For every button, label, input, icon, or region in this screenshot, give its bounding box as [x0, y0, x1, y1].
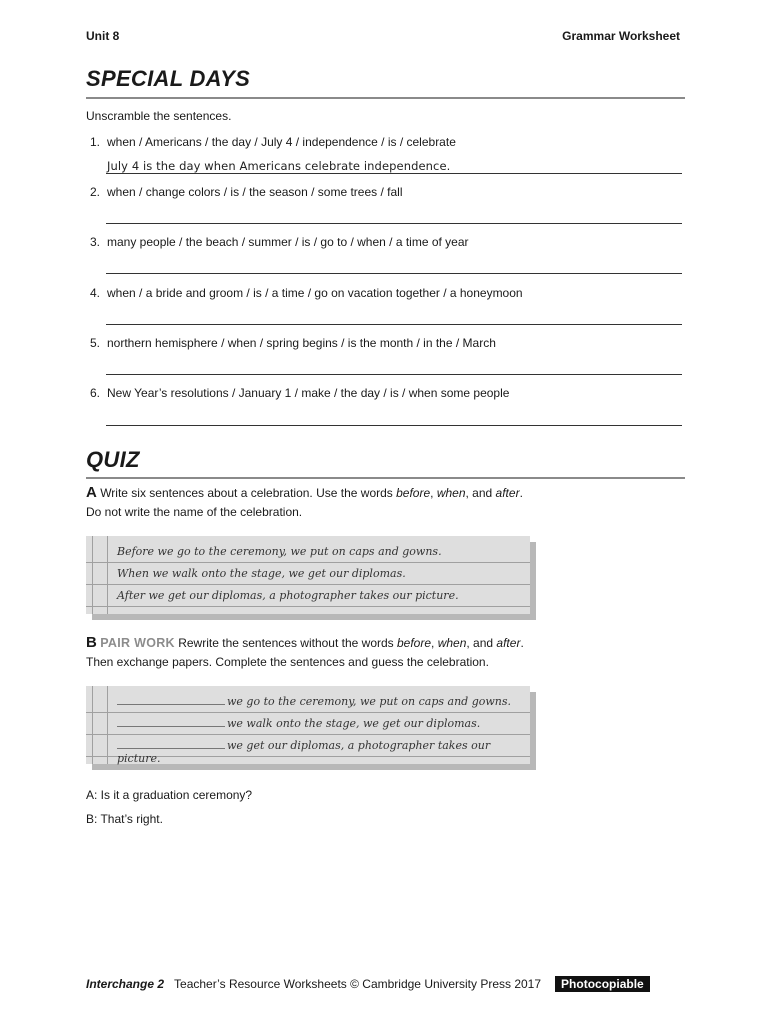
answer-line[interactable] — [106, 324, 682, 325]
instruction-text: Write six sentences about a celebration. Use the words — [100, 486, 397, 500]
item-number: 2. — [90, 185, 101, 199]
keyword-before: before — [396, 486, 431, 500]
part-a-letter: A — [86, 484, 97, 501]
photocopiable-badge: Photocopiable — [555, 976, 650, 992]
exercise-item-5 — [90, 336, 496, 350]
keyword-before: before — [397, 636, 432, 650]
example-sentence: After we get our diplomas, a photographer takes our picture. — [117, 589, 459, 602]
item-number: 4. — [90, 286, 101, 300]
answer-line[interactable] — [106, 223, 682, 224]
panel-margin-line — [92, 686, 93, 764]
separator: , and — [466, 636, 497, 650]
separator: , and — [465, 486, 496, 500]
fill-in-blank[interactable] — [117, 739, 225, 749]
unit-label: Unit 8 — [86, 29, 120, 43]
part-b-letter: B — [86, 634, 97, 651]
fill-in-blank[interactable] — [117, 695, 225, 705]
separator: , — [431, 636, 438, 650]
panel-rule — [86, 734, 530, 735]
instruction-text: Rewrite the sentences without the words — [178, 636, 397, 650]
example-sentence: When we walk onto the stage, we get our diplomas. — [117, 567, 406, 580]
exercise-item-2 — [90, 185, 402, 199]
sentence-text: we go to the ceremony, we put on caps and gowns. — [227, 695, 512, 708]
panel-rule — [86, 712, 530, 713]
fill-in-blank[interactable] — [117, 717, 225, 727]
footer-credit: Teacher’s Resource Worksheets © Cambridge University Press 2017 — [174, 977, 542, 991]
answer-line[interactable] — [106, 425, 682, 426]
keyword-after: after — [495, 486, 520, 500]
separator: . — [519, 486, 523, 500]
separator: , — [430, 486, 437, 500]
exercise-item-6 — [90, 386, 509, 400]
item-prompt: when / change colors / is / the season / some trees / fall — [107, 185, 403, 199]
title-divider — [86, 97, 685, 99]
quiz-divider — [86, 477, 685, 479]
footer — [86, 976, 650, 992]
dialog-line-b: B: That’s right. — [86, 812, 163, 826]
rewrite-sentences-panel — [86, 686, 530, 764]
example-sentence: Before we go to the ceremony, we put on caps and gowns. — [117, 545, 442, 558]
sentence-text: we get our diplomas, a photographer takes our picture. — [117, 739, 491, 765]
part-a-instruction — [86, 485, 686, 501]
panel-rule — [86, 562, 530, 563]
keyword-when: when — [436, 486, 466, 500]
item-prompt: New Year’s resolutions / January 1 / make / the day / is / when some people — [107, 386, 510, 400]
item-number: 6. — [90, 386, 101, 400]
page-title: SPECIAL DAYS — [86, 66, 251, 91]
exercise-item-1 — [90, 135, 456, 149]
answer-line[interactable] — [106, 273, 682, 274]
answer-line[interactable] — [106, 173, 682, 174]
answer-line[interactable] — [106, 374, 682, 375]
item-number: 5. — [90, 336, 101, 350]
handwritten-answer: July 4 is the day when Americans celebrate independence. — [107, 159, 451, 173]
pair-work-label: PAIR WORK — [100, 636, 175, 650]
part-b-instruction-line2: Then exchange papers. Complete the sentences and guess the celebration. — [86, 655, 489, 669]
separator: . — [520, 636, 524, 650]
panel-margin-line — [92, 536, 93, 614]
rewrite-sentence — [117, 717, 480, 730]
item-prompt: when / a bride and groom / is / a time / go on vacation together / a honeymoon — [107, 286, 523, 300]
item-prompt: when / Americans / the day / July 4 / independence / is / celebrate — [107, 135, 456, 149]
instruction: Unscramble the sentences. — [86, 109, 232, 123]
footer-brand: Interchange 2 — [86, 977, 165, 991]
worksheet-type: Grammar Worksheet — [562, 29, 680, 43]
item-number: 3. — [90, 235, 101, 249]
panel-margin-line — [107, 536, 108, 614]
item-prompt: northern hemisphere / when / spring begins / is the month / in the / March — [107, 336, 496, 350]
panel-margin-line — [107, 686, 108, 764]
part-a-instruction-line2: Do not write the name of the celebration. — [86, 505, 303, 519]
item-prompt: many people / the beach / summer / is / go to / when / a time of year — [107, 235, 469, 249]
panel-rule — [86, 584, 530, 585]
rewrite-sentence — [117, 695, 511, 708]
example-sentences-panel — [86, 536, 530, 614]
part-b-instruction — [86, 635, 686, 651]
dialog-line-a: A: Is it a graduation ceremony? — [86, 788, 253, 802]
sentence-text: we walk onto the stage, we get our diplomas. — [227, 717, 481, 730]
quiz-title: QUIZ — [86, 447, 140, 472]
keyword-when: when — [437, 636, 467, 650]
item-number: 1. — [90, 135, 101, 149]
panel-rule — [86, 606, 530, 607]
exercise-item-3 — [90, 235, 469, 249]
keyword-after: after — [496, 636, 521, 650]
exercise-item-4 — [90, 286, 523, 300]
rewrite-sentence — [117, 739, 530, 765]
